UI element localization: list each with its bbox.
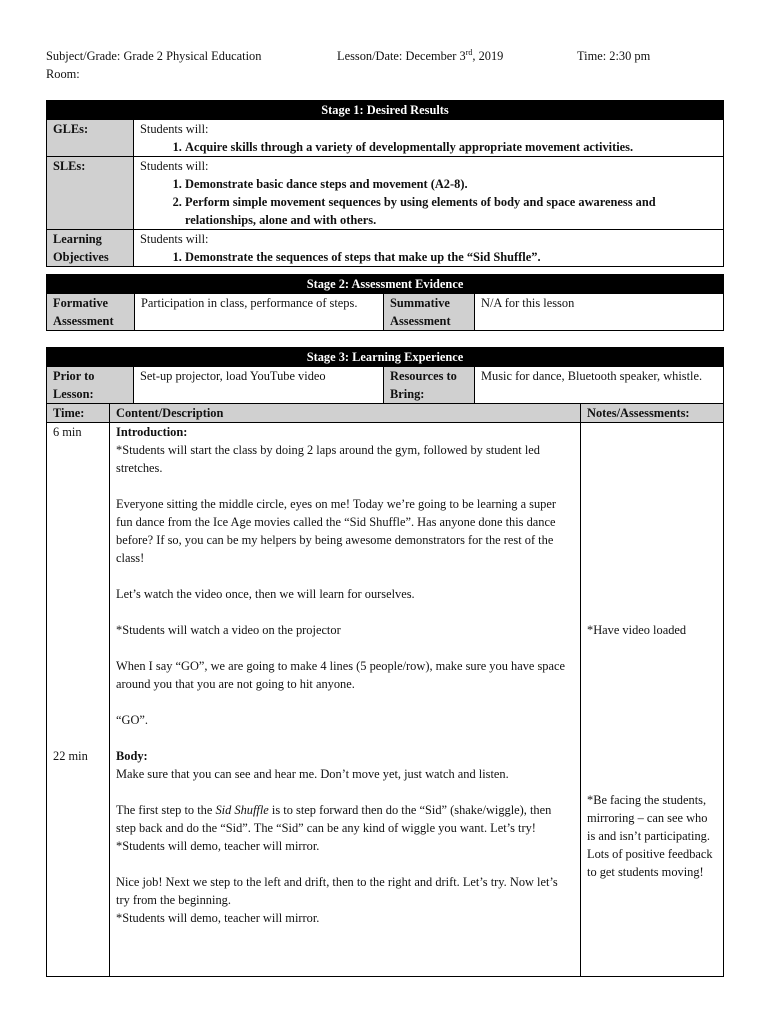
paragraph-gap	[116, 693, 574, 711]
resources-label: Resources to Bring:	[384, 367, 475, 404]
time-cell	[47, 423, 110, 977]
time-column-header: Time:	[47, 404, 110, 423]
lesson-date-suffix: , 2019	[472, 49, 504, 63]
gles-row	[47, 120, 724, 157]
sles-item: 1. Demonstrate basic dance steps and movement (A2-8).	[185, 175, 717, 193]
content-paragraph: When I say “GO”, we are going to make 4 lines (5 people/row), make sure you have space around you that you are not going to hit anyone.	[116, 659, 565, 691]
stage2-table	[46, 274, 724, 331]
content-paragraph: *Students will start the class by doing 2 laps around the gym, followed by student led stretches.	[116, 443, 540, 475]
gles-intro: Students will:	[140, 122, 209, 136]
objectives-content	[134, 230, 724, 267]
content-paragraph: Make sure that you can see and hear me. Don’t move yet, just watch and listen.	[116, 767, 509, 781]
paragraph-gap	[116, 567, 574, 585]
content-paragraph	[116, 801, 574, 837]
italic-dance-name: Sid Shuffle	[215, 803, 269, 817]
time-label: Time:	[577, 49, 607, 63]
stage2-title: Stage 2: Assessment Evidence	[47, 275, 724, 294]
lesson-date	[337, 47, 503, 65]
gles-item: 1. Acquire skills through a variety of developmentally appropriate movement activities.	[185, 138, 717, 156]
paragraph-gap	[116, 639, 574, 657]
objectives-label: Learning Objectives	[47, 230, 134, 267]
resources-value: Music for dance, Bluetooth speaker, whistle.	[475, 367, 724, 404]
paragraph-gap	[116, 477, 574, 495]
sles-label: SLEs:	[47, 157, 134, 230]
stage1-title: Stage 1: Desired Results	[47, 101, 724, 120]
paragraph-gap	[116, 855, 574, 873]
header-row-1	[46, 47, 726, 65]
time-intro: 6 min	[53, 425, 82, 439]
subject-grade	[46, 47, 261, 65]
content-paragraph: Let’s watch the video once, then we will learn for ourselves.	[116, 587, 415, 601]
lesson-body-row	[47, 423, 724, 977]
paragraph-gap	[116, 729, 574, 747]
time-value: 2:30 pm	[609, 49, 651, 63]
paragraph-gap	[116, 783, 574, 801]
intro-heading: Introduction:	[116, 425, 188, 439]
notes-cell	[581, 423, 724, 977]
prior-value: Set-up projector, load YouTube video	[134, 367, 384, 404]
sles-intro: Students will:	[140, 159, 209, 173]
notes-spacer	[587, 639, 717, 791]
content-paragraph: “GO”.	[116, 713, 148, 727]
prep-row	[47, 367, 724, 404]
time	[577, 47, 650, 65]
header-row-2	[46, 65, 726, 83]
content-column-header: Content/Description	[110, 404, 581, 423]
assessment-row	[47, 294, 724, 331]
stage3-title: Stage 3: Learning Experience	[47, 348, 724, 367]
lesson-label: Lesson/Date:	[337, 49, 403, 63]
content-paragraph: Everyone sitting the middle circle, eyes on me! Today we’re going to be learning a super fun dance from the Ice Age movies called the “Sid Shuffle”. Has anyone done this dance before? If so, you can be my helpers by being awesome demonstrators for the rest of the class!	[116, 497, 557, 565]
note-mirroring: *Be facing the students, mirroring – can see who is and isn’t participating. Lots of positive feedback to get students moving!	[587, 793, 713, 879]
formative-value: Participation in class, performance of steps.	[135, 294, 384, 331]
summative-label: Summative Assessment	[384, 294, 475, 331]
content-paragraph: *Students will demo, teacher will mirror.	[116, 839, 320, 853]
sles-item: 2. Perform simple movement sequences by using elements of body and space awareness and relationships, alone and with others.	[185, 193, 717, 229]
objectives-list	[140, 248, 717, 266]
body-heading: Body:	[116, 749, 148, 763]
paragraph-gap	[116, 603, 574, 621]
sles-list	[140, 175, 717, 229]
room-label: Room:	[46, 67, 80, 81]
gles-label: GLEs:	[47, 120, 134, 157]
time-body: 22 min	[53, 749, 88, 763]
objectives-intro: Students will:	[140, 232, 209, 246]
content-paragraph: *Students will demo, teacher will mirror.	[116, 911, 320, 925]
subject-value: Grade 2 Physical Education	[123, 49, 262, 63]
sles-content	[134, 157, 724, 230]
notes-column-header: Notes/Assessments:	[581, 404, 724, 423]
column-header-row	[47, 404, 724, 423]
gles-list	[140, 138, 717, 156]
subject-label: Subject/Grade:	[46, 49, 121, 63]
prior-label: Prior to Lesson:	[47, 367, 134, 404]
content-paragraph: *Students will watch a video on the projector	[116, 623, 341, 637]
objectives-item: 1. Demonstrate the sequences of steps that make up the “Sid Shuffle”.	[185, 248, 717, 266]
time-spacer	[53, 441, 103, 747]
summative-value: N/A for this lesson	[475, 294, 724, 331]
notes-spacer	[587, 423, 717, 621]
text-run: The first step to the	[116, 803, 216, 817]
content-cell	[110, 423, 581, 977]
stage1-table	[46, 100, 724, 267]
lesson-date-sup: rd	[465, 47, 473, 57]
sles-row	[47, 157, 724, 230]
text-run: is to step forward then do the “Sid” (shake/wiggle), then step back and do the “Sid”. The “Sid” can be any kind of wiggle you want. Let’s try!	[116, 803, 552, 835]
formative-label: Formative Assessment	[47, 294, 135, 331]
gles-content	[134, 120, 724, 157]
content-paragraph: Nice job! Next we step to the left and drift, then to the right and drift. Let’s try. Now let’s try from the beginning.	[116, 875, 558, 907]
stage3-table	[46, 347, 724, 977]
lesson-header	[46, 47, 726, 83]
lesson-date-prefix: December 3	[405, 49, 466, 63]
objectives-row	[47, 230, 724, 267]
note-video: *Have video loaded	[587, 623, 687, 637]
